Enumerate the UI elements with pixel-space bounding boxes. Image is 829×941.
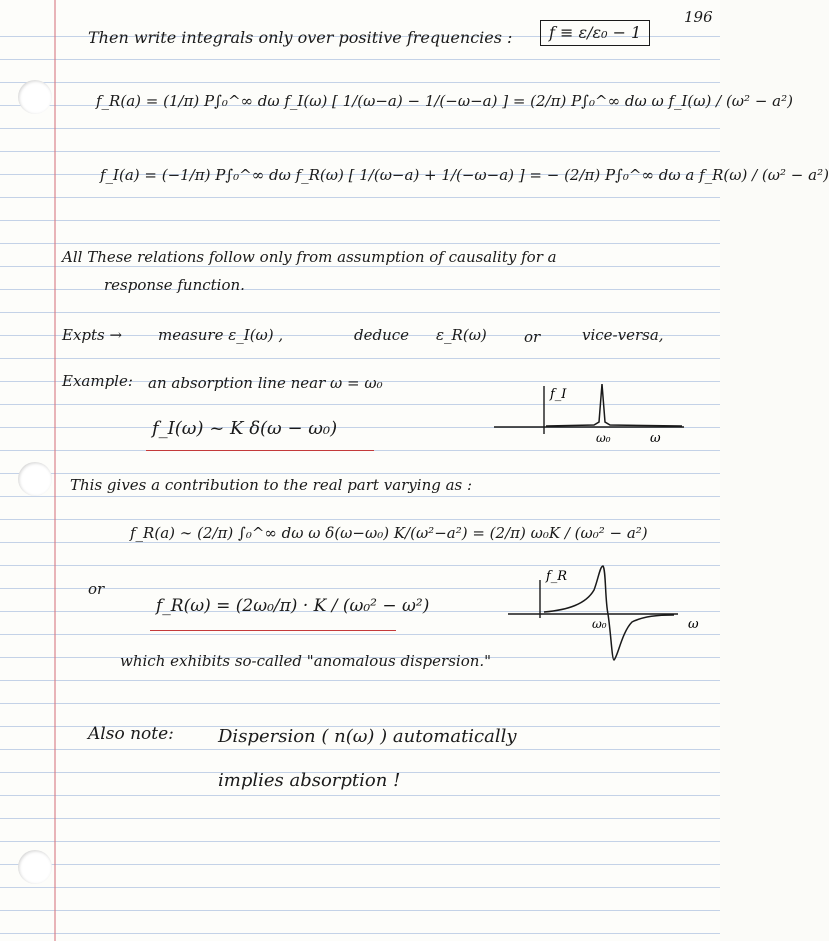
expts-vice-versa: vice-versa, [582, 326, 664, 344]
causality-line-1: All These relations follow only from assumption of causality for a [62, 248, 557, 266]
binder-hole-top [18, 80, 52, 114]
or-word: or [88, 580, 105, 598]
also-note-line-2: implies absorption ! [218, 770, 401, 791]
expts-label: Expts → [62, 326, 123, 344]
page-number: 196 [684, 8, 713, 26]
example-text: an absorption line near ω = ω₀ [148, 374, 383, 392]
also-note-label: Also note: [88, 724, 174, 744]
equation-fI-kk: f_I(a) = (−1/π) P∫₀^∞ dω f_R(ω) [ 1/(ω−a) + 1/(−ω−a) ] = − (2/π) P∫₀^∞ dω a f_R(ω) / (ω² − a²) [100, 166, 829, 184]
final-red-underline [150, 630, 396, 631]
dispersion-x-label: ω [688, 617, 699, 632]
boxed-definition: f ≡ ε/ε₀ − 1 [540, 20, 650, 46]
absorption-line-sketch [494, 378, 704, 448]
dispersion-y-label: f_R [546, 569, 568, 584]
example-red-underline [146, 450, 374, 451]
binder-hole-bottom [18, 850, 52, 884]
expts-or: or [524, 328, 541, 346]
example-equation: f_I(ω) ~ K δ(ω − ω₀) [152, 418, 338, 439]
absorption-y-label: f_I [550, 387, 567, 402]
equation-final: f_R(ω) = (2ω₀/π) · K / (ω₀² − ω²) [156, 596, 430, 616]
also-note-line-1: Dispersion ( n(ω) ) automatically [218, 726, 517, 747]
anomalous-line: which exhibits so-called "anomalous dispersion." [120, 652, 492, 670]
equation-contribution: f_R(a) ∼ (2/π) ∫₀^∞ dω ω δ(ω−ω₀) K/(ω²−a²) = (2/π) ω₀K / (ω₀² − a²) [130, 524, 648, 542]
absorption-x-label: ω [650, 431, 661, 446]
expts-eR: ε_R(ω) [436, 326, 487, 344]
expts-measure: measure ε_I(ω) , [158, 326, 284, 344]
binder-hole-middle [18, 462, 52, 496]
dispersion-peak-label: ω₀ [592, 617, 607, 631]
anomalous-dispersion-sketch [508, 560, 708, 670]
example-label: Example: [62, 372, 133, 390]
intro-line: Then write integrals only over positive frequencies : [88, 28, 513, 47]
equation-fR-kk: f_R(a) = (1/π) P∫₀^∞ dω f_I(ω) [ 1/(ω−a) − 1/(−ω−a) ] = (2/π) P∫₀^∞ dω ω f_I(ω) / (ω² − a²) [96, 92, 793, 110]
contribution-line: This gives a contribution to the real part varying as : [70, 476, 473, 494]
causality-line-2: response function. [104, 276, 245, 294]
expts-deduce: deduce [354, 326, 410, 344]
absorption-peak-label: ω₀ [596, 431, 611, 445]
